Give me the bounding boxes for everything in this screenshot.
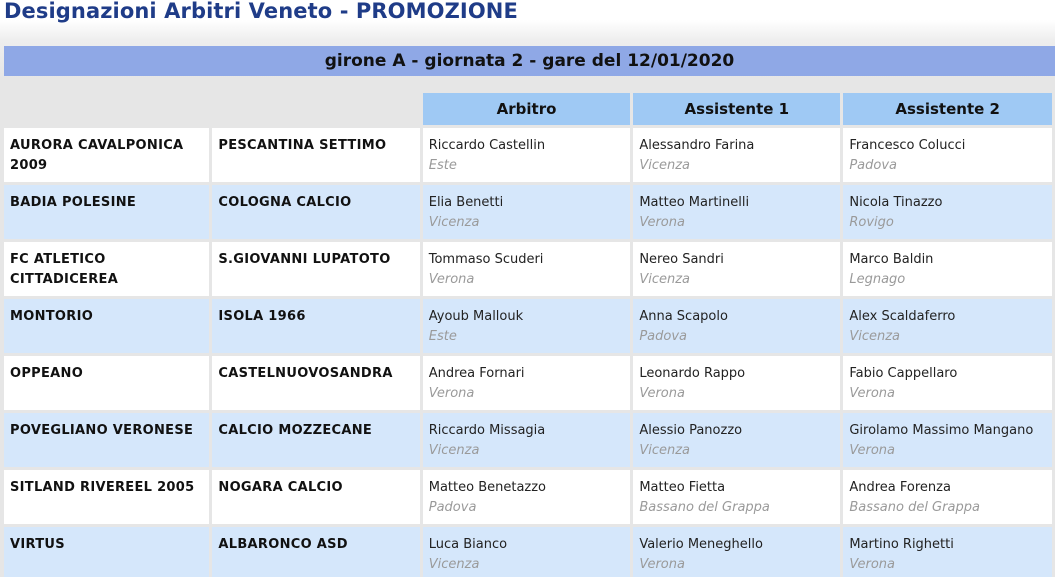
match-row — [4, 356, 1052, 410]
assistant2-cell — [843, 299, 1052, 353]
assistant2-name: Andrea Forenza — [849, 480, 951, 495]
assistant1-cell — [633, 470, 840, 524]
away-team: ALBARONCO ASD — [212, 527, 419, 577]
assistant1-name: Matteo Fietta — [639, 480, 726, 495]
assistant1-city: Vicenza — [639, 158, 691, 173]
assistant1-name: Anna Scapolo — [639, 309, 728, 324]
home-team: BADIA POLESINE — [4, 185, 209, 239]
assistant2-cell — [843, 242, 1052, 296]
referee-city: Verona — [428, 272, 475, 287]
assistant1-cell — [633, 413, 840, 467]
assistant2-name: Girolamo Massimo Mangano — [849, 423, 1034, 438]
away-team-header — [212, 93, 419, 125]
assistant1-city: Bassano del Grappa — [639, 500, 770, 515]
referee-name: Riccardo Castellin — [428, 138, 546, 153]
referee-cell — [423, 413, 631, 467]
round-header: girone A - giornata 2 - gare del 12/01/2020 — [4, 46, 1055, 76]
referee-city: Vicenza — [428, 215, 480, 230]
home-team: SITLAND RIVEREEL 2005 — [4, 470, 209, 524]
referee-cell — [423, 128, 631, 182]
match-row — [4, 299, 1052, 353]
away-team: ISOLA 1966 — [212, 299, 419, 353]
assistant2-name: Martino Righetti — [849, 537, 954, 552]
assistant1-name: Alessio Panozzo — [639, 423, 743, 438]
assistant2-city: Verona — [849, 443, 895, 458]
assistant2-city: Verona — [849, 386, 895, 401]
away-team: NOGARA CALCIO — [212, 470, 419, 524]
assistant1-column-header: Assistente 1 — [633, 93, 840, 125]
home-team: OPPEANO — [4, 356, 209, 410]
referee-city: Padova — [428, 500, 477, 515]
referee-column-header: Arbitro — [423, 93, 631, 125]
referee-city: Vicenza — [428, 443, 480, 458]
assistant2-name: Nicola Tinazzo — [849, 195, 943, 210]
assistant2-cell — [843, 356, 1052, 410]
referee-name: Luca Bianco — [428, 537, 508, 552]
away-team: S.GIOVANNI LUPATOTO — [212, 242, 419, 296]
assistant1-city: Vicenza — [639, 443, 691, 458]
home-team: MONTORIO — [4, 299, 209, 353]
home-team: FC ATLETICO CITTADICEREA — [4, 242, 209, 296]
match-row — [4, 128, 1052, 182]
referee-name: Matteo Benetazzo — [428, 480, 547, 495]
designations-table — [1, 90, 1055, 577]
referee-city: Vicenza — [428, 557, 480, 572]
assistant2-name: Fabio Cappellaro — [849, 366, 958, 381]
referee-cell — [423, 242, 631, 296]
referee-name: Tommaso Scuderi — [428, 252, 544, 267]
referee-city: Este — [428, 329, 457, 344]
assistant1-city: Verona — [639, 557, 685, 572]
match-row — [4, 527, 1052, 577]
assistant1-cell — [633, 527, 840, 577]
assistant1-city: Verona — [639, 215, 685, 230]
assistant1-name: Matteo Martinelli — [639, 195, 750, 210]
referee-city: Este — [428, 158, 457, 173]
assistant1-cell — [633, 128, 840, 182]
assistant2-cell — [843, 185, 1052, 239]
away-team: PESCANTINA SETTIMO — [212, 128, 419, 182]
assistant2-city: Bassano del Grappa — [849, 500, 980, 515]
away-team: CALCIO MOZZECANE — [212, 413, 419, 467]
assistant2-cell — [843, 128, 1052, 182]
referee-name: Elia Benetti — [428, 195, 504, 210]
assistant1-cell — [633, 242, 840, 296]
assistant1-city: Verona — [639, 386, 685, 401]
referee-cell — [423, 527, 631, 577]
match-rows — [4, 128, 1052, 577]
away-team: COLOGNA CALCIO — [212, 185, 419, 239]
referee-name: Andrea Fornari — [428, 366, 525, 381]
assistant2-cell — [843, 413, 1052, 467]
referee-name: Ayoub Mallouk — [428, 309, 524, 324]
assistant1-cell — [633, 299, 840, 353]
assistant2-cell — [843, 527, 1052, 577]
assistant2-city: Rovigo — [849, 215, 894, 230]
assistant2-name: Francesco Colucci — [849, 138, 966, 153]
assistant2-column-header: Assistente 2 — [843, 93, 1052, 125]
assistant1-name: Leonardo Rappo — [639, 366, 746, 381]
assistant1-cell — [633, 185, 840, 239]
match-row — [4, 413, 1052, 467]
assistant2-city: Vicenza — [849, 329, 901, 344]
home-team: AURORA CAVALPONICA 2009 — [4, 128, 209, 182]
assistant2-name: Marco Baldin — [849, 252, 934, 267]
page-title: Designazioni Arbitri Veneto - PROMOZIONE — [4, 0, 518, 23]
referee-cell — [423, 470, 631, 524]
match-row — [4, 470, 1052, 524]
assistant1-name: Alessandro Farina — [639, 138, 755, 153]
assistant2-name: Alex Scaldaferro — [849, 309, 956, 324]
match-row — [4, 242, 1052, 296]
referee-cell — [423, 299, 631, 353]
assistant2-cell — [843, 470, 1052, 524]
assistant1-cell — [633, 356, 840, 410]
home-team: VIRTUS — [4, 527, 209, 577]
referee-name: Riccardo Missagia — [428, 423, 546, 438]
away-team: CASTELNUOVOSANDRA — [212, 356, 419, 410]
referee-cell — [423, 356, 631, 410]
home-team-header — [4, 93, 209, 125]
referee-city: Verona — [428, 386, 475, 401]
assistant2-city: Padova — [849, 158, 898, 173]
assistant1-city: Vicenza — [639, 272, 691, 287]
assistant2-city: Legnago — [849, 272, 906, 287]
home-team: POVEGLIANO VERONESE — [4, 413, 209, 467]
header-row — [4, 93, 1052, 125]
assistant1-city: Padova — [639, 329, 687, 344]
referee-cell — [423, 185, 631, 239]
assistant2-city: Verona — [849, 557, 895, 572]
assistant1-name: Valerio Meneghello — [639, 537, 763, 552]
assistant1-name: Nereo Sandri — [639, 252, 724, 267]
match-row — [4, 185, 1052, 239]
